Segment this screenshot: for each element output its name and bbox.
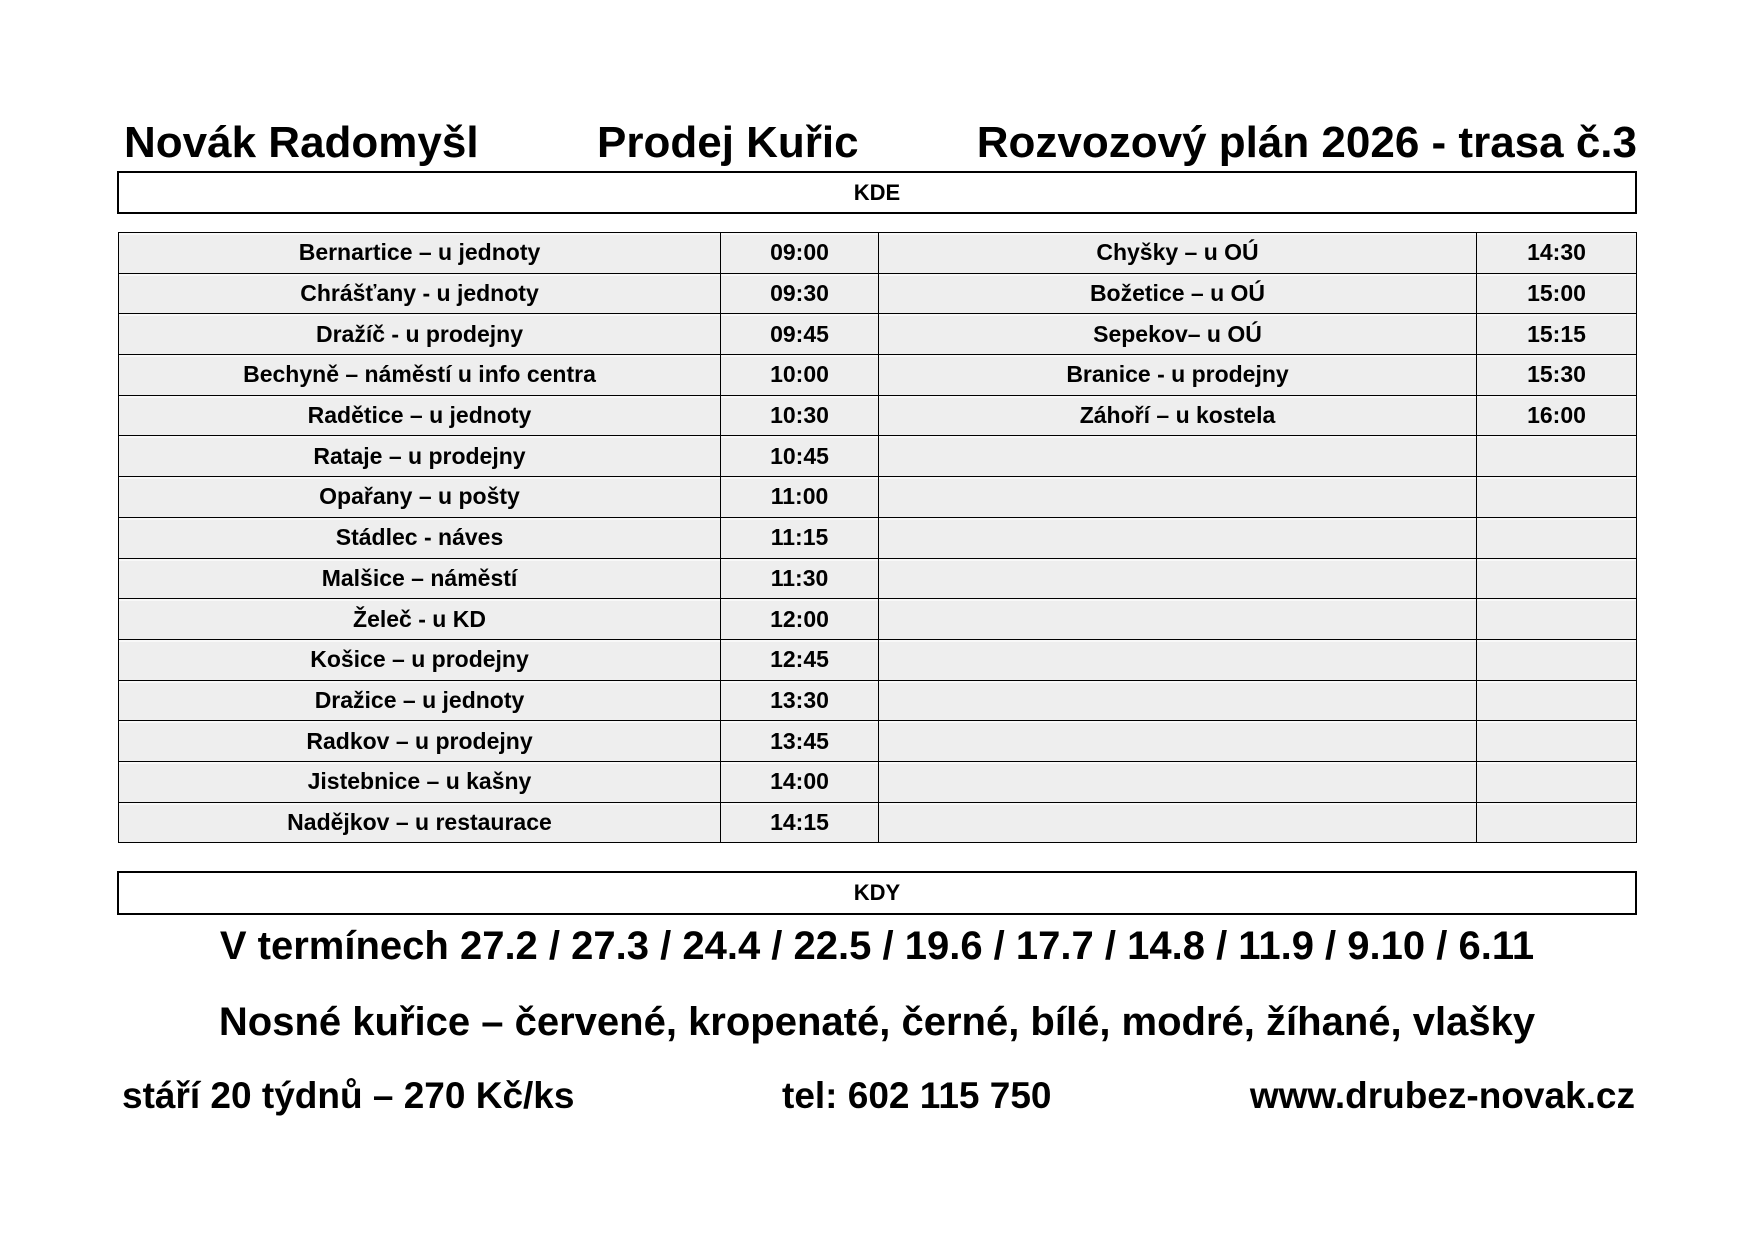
place-left-cell: Bernartice – u jednoty <box>119 233 721 274</box>
table-row <box>119 721 1637 762</box>
time-left-cell: 14:15 <box>721 802 879 843</box>
when-section-header: KDY <box>117 871 1637 915</box>
time-left-cell: 09:30 <box>721 273 879 314</box>
time-right-cell <box>1477 477 1637 518</box>
place-left-cell: Radkov – u prodejny <box>119 721 721 762</box>
time-left-cell: 12:00 <box>721 599 879 640</box>
place-left-cell: Dražice – u jednoty <box>119 680 721 721</box>
place-right-cell: Sepekov– u OÚ <box>879 314 1477 355</box>
place-left-cell: Radětice – u jednoty <box>119 395 721 436</box>
place-right-cell <box>879 639 1477 680</box>
product-title: Prodej Kuřic <box>597 118 859 167</box>
time-right-cell <box>1477 639 1637 680</box>
time-right-cell: 14:30 <box>1477 233 1637 274</box>
time-right-cell: 15:30 <box>1477 355 1637 396</box>
place-right-cell: Chyšky – u OÚ <box>879 233 1477 274</box>
table-row <box>119 477 1637 518</box>
place-left-cell: Košice – u prodejny <box>119 639 721 680</box>
time-left-cell: 11:00 <box>721 477 879 518</box>
place-right-cell: Záhoří – u kostela <box>879 395 1477 436</box>
company-name: Novák Radomyšl <box>124 118 479 167</box>
time-left-cell: 09:45 <box>721 314 879 355</box>
schedule-body <box>119 233 1637 843</box>
place-left-cell: Želeč - u KD <box>119 599 721 640</box>
place-left-cell: Bechyně – náměstí u info centra <box>119 355 721 396</box>
table-row <box>119 517 1637 558</box>
time-right-cell <box>1477 436 1637 477</box>
time-left-cell: 12:45 <box>721 639 879 680</box>
time-left-cell: 11:15 <box>721 517 879 558</box>
page-header <box>117 116 1637 170</box>
place-left-cell: Stádlec - náves <box>119 517 721 558</box>
place-right-cell <box>879 558 1477 599</box>
place-left-cell: Opařany – u pošty <box>119 477 721 518</box>
time-left-cell: 10:45 <box>721 436 879 477</box>
time-right-cell: 16:00 <box>1477 395 1637 436</box>
place-right-cell: Branice - u prodejny <box>879 355 1477 396</box>
time-right-cell <box>1477 599 1637 640</box>
table-row <box>119 233 1637 274</box>
place-left-cell: Malšice – náměstí <box>119 558 721 599</box>
phone-number: tel: 602 115 750 <box>782 1075 1052 1116</box>
table-row <box>119 802 1637 843</box>
place-right-cell <box>879 680 1477 721</box>
footer <box>117 1070 1637 1122</box>
time-left-cell: 09:00 <box>721 233 879 274</box>
place-left-cell: Dražíč - u prodejny <box>119 314 721 355</box>
time-right-cell <box>1477 802 1637 843</box>
time-right-cell: 15:00 <box>1477 273 1637 314</box>
table-row <box>119 761 1637 802</box>
place-right-cell: Božetice – u OÚ <box>879 273 1477 314</box>
time-right-cell: 15:15 <box>1477 314 1637 355</box>
table-row <box>119 680 1637 721</box>
time-left-cell: 13:45 <box>721 721 879 762</box>
place-right-cell <box>879 477 1477 518</box>
time-left-cell: 13:30 <box>721 680 879 721</box>
place-left-cell: Rataje – u prodejny <box>119 436 721 477</box>
time-right-cell <box>1477 517 1637 558</box>
place-right-cell <box>879 436 1477 477</box>
place-left-cell: Nadějkov – u restaurace <box>119 802 721 843</box>
time-right-cell <box>1477 680 1637 721</box>
place-right-cell <box>879 761 1477 802</box>
place-right-cell <box>879 802 1477 843</box>
time-right-cell <box>1477 761 1637 802</box>
where-section-header: KDE <box>117 171 1637 214</box>
place-left-cell: Jistebnice – u kašny <box>119 761 721 802</box>
table-row <box>119 436 1637 477</box>
price-info: stáří 20 týdnů – 270 Kč/ks <box>122 1075 575 1116</box>
table-row <box>119 558 1637 599</box>
plan-title: Rozvozový plán 2026 - trasa č.3 <box>976 118 1637 167</box>
table-row <box>119 273 1637 314</box>
website-link[interactable]: www.drubez-novak.cz <box>1249 1075 1635 1116</box>
delivery-dates: V termínech 27.2 / 27.3 / 24.4 / 22.5 / 19.6 / 17.7 / 14.8 / 11.9 / 9.10 / 6.11 <box>219 924 1535 968</box>
table-row <box>119 355 1637 396</box>
time-left-cell: 10:30 <box>721 395 879 436</box>
time-left-cell: 10:00 <box>721 355 879 396</box>
table-row <box>119 639 1637 680</box>
place-right-cell <box>879 721 1477 762</box>
place-right-cell <box>879 517 1477 558</box>
time-right-cell <box>1477 721 1637 762</box>
time-left-cell: 14:00 <box>721 761 879 802</box>
time-left-cell: 11:30 <box>721 558 879 599</box>
breeds-list: Nosné kuřice – červené, kropenaté, černé, bílé, modré, žíhané, vlašky <box>218 1000 1536 1044</box>
table-row <box>119 395 1637 436</box>
delivery-schedule-table <box>118 232 1637 843</box>
time-right-cell <box>1477 558 1637 599</box>
table-row <box>119 599 1637 640</box>
place-left-cell: Chrášťany - u jednoty <box>119 273 721 314</box>
place-right-cell <box>879 599 1477 640</box>
table-row <box>119 314 1637 355</box>
